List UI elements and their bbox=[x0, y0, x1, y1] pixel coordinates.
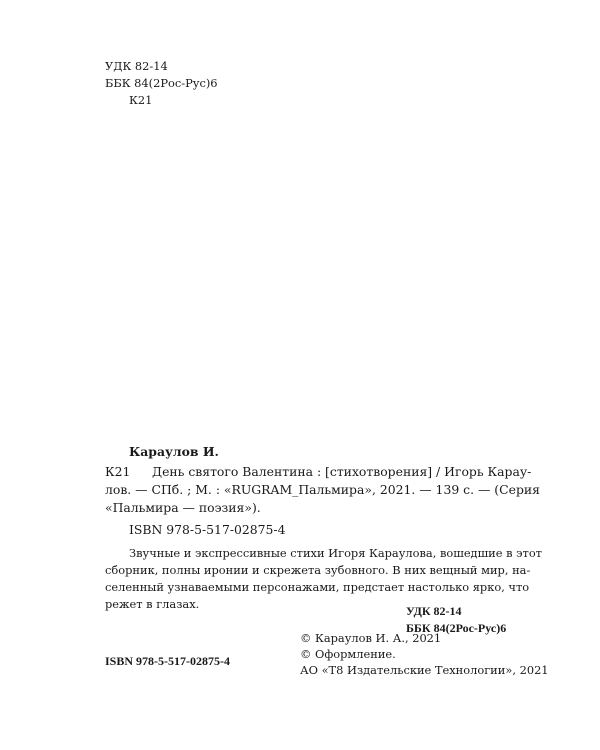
card-annotation-line: сборник, полны иронии и скрежета зубовного. В них вещный мир, на- bbox=[105, 563, 531, 577]
copyright-publisher: АО «Т8 Издательские Технологии», 2021 bbox=[300, 663, 549, 677]
footer-isbn: ISBN 978-5-517-02875-4 bbox=[105, 654, 230, 668]
card-description-line: «Пальмира — поэзия»). bbox=[105, 500, 261, 515]
card-description-line: лов. — СПб. ; М. : «RUGRAM_Пальмира», 2021. — 139 с. — (Серия bbox=[105, 482, 540, 497]
card-udk-code: УДК 82-14 bbox=[406, 604, 462, 618]
copyright-design: © Оформление. bbox=[300, 647, 396, 661]
top-author-mark: К21 bbox=[129, 93, 153, 107]
card-author: Караулов И. bbox=[129, 444, 219, 459]
card-annotation-line: Звучные и экспрессивные стихи Игоря Караулова, вошедшие в этот bbox=[129, 546, 542, 560]
copyright-author: © Караулов И. А., 2021 bbox=[300, 631, 442, 645]
card-description-line: День святого Валентина : [стихотворения] / Игорь Карау- bbox=[152, 464, 532, 479]
card-bbk-code: ББК 84(2Рос-Рус)6 bbox=[406, 621, 507, 635]
top-bbk-code: ББК 84(2Рос-Рус)6 bbox=[105, 76, 218, 90]
top-udk-code: УДК 82-14 bbox=[105, 59, 168, 73]
card-annotation-line: селенный узнаваемыми персонажами, предстает настолько ярко, что bbox=[105, 580, 530, 594]
card-annotation-line: режет в глазах. bbox=[105, 597, 200, 611]
card-author-mark: К21 bbox=[105, 464, 131, 479]
card-isbn: ISBN 978-5-517-02875-4 bbox=[129, 522, 286, 537]
